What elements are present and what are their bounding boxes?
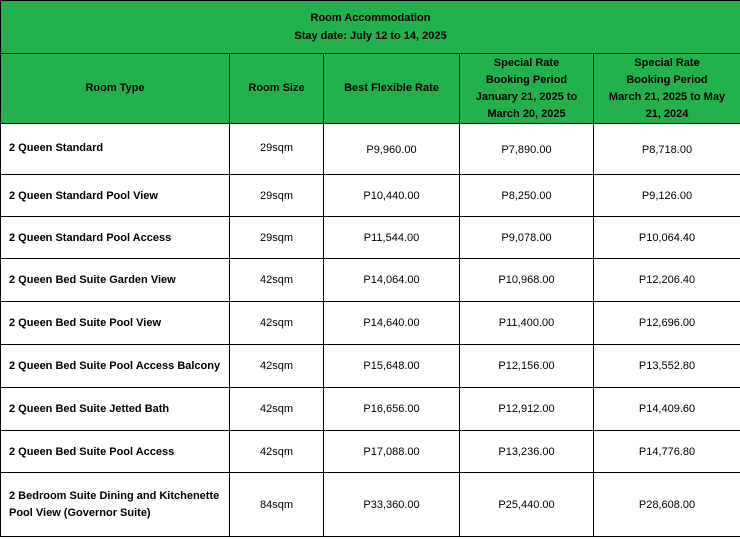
special-rate-1-cell: P11,400.00 (460, 302, 594, 345)
header-best-flexible-rate: Best Flexible Rate (324, 54, 460, 124)
header-special-2-line: Booking Period (626, 73, 708, 86)
best-rate-cell: P15,648.00 (324, 345, 460, 388)
room-type-cell: 2 Queen Standard Pool View (1, 175, 230, 217)
title-line-2: Stay date: July 12 to 14, 2025 (294, 30, 447, 42)
room-type-cell: 2 Queen Bed Suite Garden View (1, 259, 230, 302)
room-size-cell: 42sqm (230, 345, 324, 388)
title-row (1, 1, 740, 54)
best-rate-cell: P17,088.00 (324, 431, 460, 473)
special-rate-2-cell: P9,126.00 (594, 175, 740, 217)
best-rate-cell: P14,064.00 (324, 259, 460, 302)
header-special-rate-1 (460, 54, 594, 124)
room-size-cell: 84sqm (230, 473, 324, 537)
special-rate-2-cell: P10,064.40 (594, 217, 740, 259)
header-room-type: Room Type (1, 54, 230, 124)
special-rate-1-cell: P10,968.00 (460, 259, 594, 302)
header-special-1-line: Booking Period (485, 73, 568, 86)
special-rate-2-cell: P13,552.80 (594, 345, 740, 388)
room-type-cell: 2 Queen Standard Pool Access (1, 217, 230, 259)
header-special-1-line: Special Rate (493, 56, 560, 69)
header-row (1, 54, 740, 124)
best-rate-cell: P9,960.00 (324, 124, 460, 175)
room-type-cell: 2 Queen Bed Suite Jetted Bath (1, 388, 230, 431)
room-size-cell: 29sqm (230, 217, 324, 259)
special-rate-1-cell: P12,912.00 (460, 388, 594, 431)
header-special-rate-2 (594, 54, 740, 124)
room-type-cell: 2 Queen Bed Suite Pool Access (1, 431, 230, 473)
special-rate-1-cell: P7,890.00 (460, 124, 594, 175)
room-type-cell: 2 Bedroom Suite Dining and Kitchenette Pool View (Governor Suite) (1, 473, 230, 537)
special-rate-1-cell: P13,236.00 (460, 431, 594, 473)
special-rate-2-cell: P12,696.00 (594, 302, 740, 345)
special-rate-1-cell: P8,250.00 (460, 175, 594, 217)
room-size-cell: 42sqm (230, 302, 324, 345)
best-rate-cell: P33,360.00 (324, 473, 460, 537)
best-rate-cell: P10,440.00 (324, 175, 460, 217)
table-row (1, 345, 740, 388)
room-type-cell: 2 Queen Bed Suite Pool Access Balcony (1, 345, 230, 388)
header-special-2-line: Special Rate (634, 56, 700, 69)
title-line-1: Room Accommodation (310, 12, 431, 24)
best-rate-cell: P16,656.00 (324, 388, 460, 431)
room-type-cell: 2 Queen Standard (1, 124, 230, 175)
room-size-cell: 29sqm (230, 124, 324, 175)
special-rate-2-cell: P8,718.00 (594, 124, 740, 175)
table-row (1, 388, 740, 431)
table-row (1, 431, 740, 473)
header-special-2-line: 21, 2024 (645, 107, 689, 120)
special-rate-2-cell: P12,206.40 (594, 259, 740, 302)
special-rate-2-cell: P14,409.60 (594, 388, 740, 431)
room-size-cell: 42sqm (230, 431, 324, 473)
header-room-size: Room Size (230, 54, 324, 124)
room-size-cell: 42sqm (230, 388, 324, 431)
special-rate-1-cell: P9,078.00 (460, 217, 594, 259)
table-row (1, 473, 740, 537)
header-special-1-line: January 21, 2025 to (475, 90, 578, 103)
room-type-cell: 2 Queen Bed Suite Pool View (1, 302, 230, 345)
room-size-cell: 29sqm (230, 175, 324, 217)
table-row (1, 124, 740, 175)
header-special-1-line: March 20, 2025 (487, 107, 566, 120)
special-rate-1-cell: P12,156.00 (460, 345, 594, 388)
room-size-cell: 42sqm (230, 259, 324, 302)
table-row (1, 217, 740, 259)
table-row (1, 259, 740, 302)
table-title (1, 1, 740, 54)
special-rate-2-cell: P14,776.80 (594, 431, 740, 473)
table-row (1, 175, 740, 217)
header-special-2-line: March 21, 2025 to May (608, 90, 726, 103)
best-rate-cell: P11,544.00 (324, 217, 460, 259)
best-rate-cell: P14,640.00 (324, 302, 460, 345)
special-rate-2-cell: P28,608.00 (594, 473, 740, 537)
table-row (1, 302, 740, 345)
special-rate-1-cell: P25,440.00 (460, 473, 594, 537)
